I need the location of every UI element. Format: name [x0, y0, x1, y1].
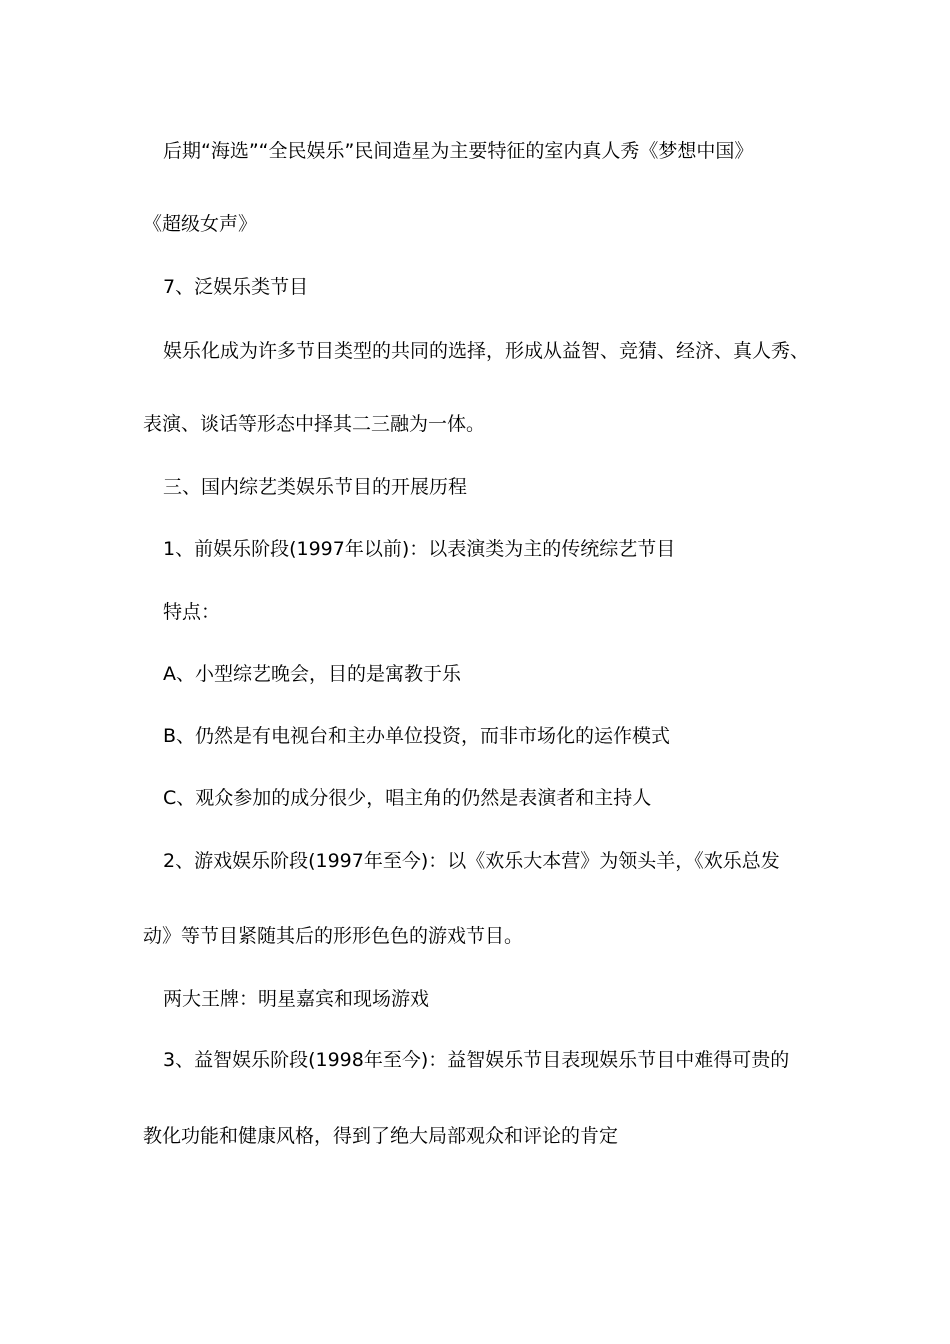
section-heading: 7、泛娱乐类节目 [163, 276, 309, 298]
list-item: A、小型综艺晚会，目的是寓教于乐 [163, 663, 461, 685]
section-heading: 三、国内综艺类娱乐节目的开展历程 [163, 476, 468, 498]
list-item: C、观众参加的成分很少，唱主角的仍然是表演者和主持人 [163, 787, 652, 809]
paragraph-line: 娱乐化成为许多节目类型的共同的选择，形成从益智、竞猜、经济、真人秀、 [163, 340, 810, 362]
list-item: B、仍然是有电视台和主办单位投资，而非市场化的运作模式 [163, 725, 671, 747]
paragraph-line: 两大王牌：明星嘉宾和现场游戏 [163, 988, 430, 1010]
paragraph-line: 教化功能和健康风格，得到了绝大局部观众和评论的肯定 [143, 1125, 619, 1147]
paragraph-line: 表演、谈话等形态中择其二三融为一体。 [143, 413, 486, 435]
list-item: 3、益智娱乐阶段(1998年至今)：益智娱乐节目表现娱乐节目中难得可贵的 [163, 1049, 790, 1071]
paragraph-line: 后期“海选”“全民娱乐”民间造星为主要特征的室内真人秀《梦想中国》 [163, 140, 754, 162]
paragraph-line: 动》等节目紧随其后的形形色色的游戏节目。 [143, 925, 524, 947]
paragraph-line: 《超级女声》 [143, 213, 258, 235]
paragraph-line: 特点： [163, 601, 221, 623]
list-item: 1、前娱乐阶段(1997年以前)：以表演类为主的传统综艺节目 [163, 538, 676, 560]
list-item: 2、游戏娱乐阶段(1997年至今)：以《欢乐大本营》为领头羊，《欢乐总发 [163, 850, 780, 872]
